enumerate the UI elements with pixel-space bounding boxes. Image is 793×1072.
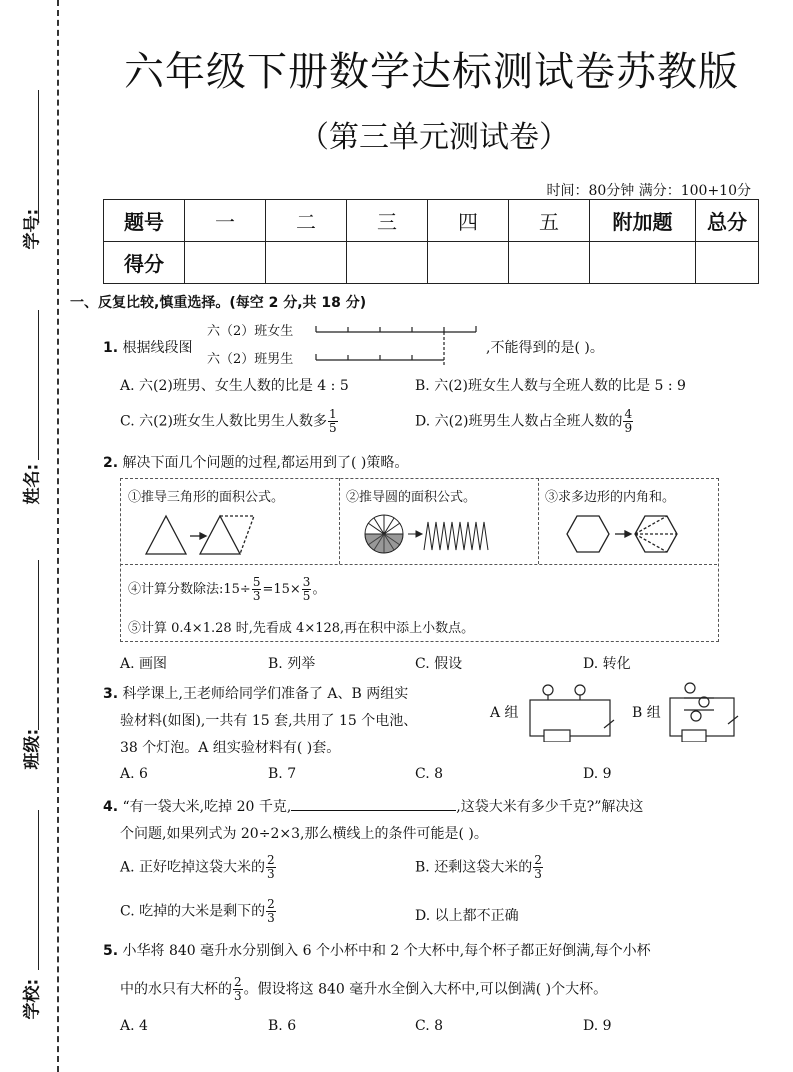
question-number: 2. [103, 455, 119, 471]
fraction: $\frac{4}{9}$ [624, 407, 633, 435]
group-a-label: A 组 [490, 705, 519, 721]
question-text: 解决下面几个问题的过程,都运用到了( )策略。 [122, 455, 409, 471]
group-b-label: B 组 [632, 705, 661, 721]
table-cell: 附加题 [590, 200, 696, 242]
question-text: ,这袋大米有多少千克?”解决这 [456, 799, 644, 815]
school-line [38, 810, 39, 970]
fraction: $\frac{5}{3}$ [252, 575, 261, 603]
answer-blank[interactable] [291, 798, 456, 811]
circle-figure [362, 512, 492, 556]
option-a[interactable]: A. 六(2)班男、女生人数的比是 4 : 5 [120, 378, 349, 394]
table-cell: 总分 [696, 200, 759, 242]
question-text: 个问题,如果列式为 20÷2×3,那么横线上的条件可能是( )。 [120, 826, 488, 842]
score-cell[interactable] [509, 242, 590, 284]
table-cell: 四 [428, 200, 509, 242]
divider [120, 564, 717, 565]
question-1-tail: ,不能得到的是( )。 [486, 340, 604, 356]
option-b[interactable]: B. 6 [268, 1018, 297, 1034]
option-d[interactable]: D. 9 [583, 766, 612, 782]
option-d[interactable]: D. 以上都不正确 [415, 908, 519, 924]
cut-line [57, 0, 59, 1072]
option-b[interactable]: B. 7 [268, 766, 297, 782]
item-3: ③求多边形的内角和。 [545, 490, 676, 505]
fraction: $\frac{2}{3}$ [534, 853, 542, 881]
table-cell: 三 [347, 200, 428, 242]
question-text: 小华将 840 毫升水分别倒入 6 个小杯中和 2 个大杯中,每个杯子都正好倒满,每个小杯 [122, 943, 651, 959]
question-3 [103, 683, 408, 703]
section-heading: 一、反复比较,慎重选择。(每空 2 分,共 18 分) [70, 295, 367, 311]
option-c[interactable]: C. 8 [415, 1018, 444, 1034]
item-1: ①推导三角形的面积公式。 [128, 490, 285, 505]
question-number: 5. [103, 943, 119, 959]
question-text: “有一袋大米,吃掉 20 千克, [122, 799, 292, 815]
option-a[interactable]: A. 正好吃掉这袋大米的 $\frac{2}{3}$ [120, 853, 275, 881]
name-line [38, 310, 39, 460]
option-b[interactable]: B. 列举 [268, 656, 316, 672]
question-text: 38 个灯泡。A 组实验材料有( )套。 [120, 740, 341, 756]
question-number: 1. [103, 340, 119, 356]
score-cell[interactable] [347, 242, 428, 284]
question-number: 3. [103, 686, 119, 702]
girls-label: 六（2）班女生 [207, 324, 294, 339]
name-label: 姓名: [22, 463, 43, 505]
divider [339, 478, 340, 564]
question-4 [103, 796, 643, 816]
triangle-figure [140, 508, 258, 558]
table-row [104, 200, 759, 242]
class-label: 班级: [22, 728, 43, 770]
class-line [38, 560, 39, 730]
option-c[interactable]: C. 假设 [415, 656, 463, 672]
question-2 [103, 452, 408, 472]
score-cell[interactable] [590, 242, 696, 284]
circuit-b [664, 676, 744, 742]
item-4: ④计算分数除法:15÷ $\frac{5}{3}$ =15× $\frac{3}{5}$ 。 [128, 575, 326, 603]
score-table [103, 199, 759, 284]
score-cell[interactable] [185, 242, 266, 284]
segment-diagram [312, 318, 484, 370]
fraction: $\frac{2}{3}$ [267, 853, 275, 881]
option-text: C. 六(2)班女生人数比男生人数多 [120, 413, 327, 430]
fraction: $\frac{1}{5}$ [328, 407, 337, 435]
question-text: 中的水只有大杯的 $\frac{2}{3}$ 。假设将这 840 毫升水全倒入大杯中,可以倒满( )个大杯。 [120, 975, 608, 1003]
option-c[interactable]: C. 吃掉的大米是剩下的 $\frac{2}{3}$ [120, 897, 275, 925]
option-c[interactable]: C. 8 [415, 766, 444, 782]
hexagon-figure [563, 512, 703, 556]
question-text: 验材料(如图),一共有 15 套,共用了 15 个电池、 [120, 713, 418, 729]
table-cell: 得分 [104, 242, 185, 284]
table-row [104, 242, 759, 284]
table-cell: 二 [266, 200, 347, 242]
table-cell: 五 [509, 200, 590, 242]
option-b[interactable]: B. 还剩这袋大米的 $\frac{2}{3}$ [415, 853, 542, 881]
page-title: 六年级下册数学达标测试卷苏教版 [124, 49, 739, 95]
fraction: $\frac{2}{3}$ [234, 975, 242, 1003]
question-text: 科学课上,王老师给同学们准备了 A、B 两组实 [122, 686, 409, 702]
option-a[interactable]: A. 4 [120, 1018, 148, 1034]
score-cell[interactable] [428, 242, 509, 284]
score-cell[interactable] [266, 242, 347, 284]
option-a[interactable]: A. 画图 [120, 656, 168, 672]
fraction: $\frac{2}{3}$ [267, 897, 275, 925]
score-cell[interactable] [696, 242, 759, 284]
option-d[interactable]: D. 转化 [583, 656, 631, 672]
table-cell: 一 [185, 200, 266, 242]
boys-label: 六（2）班男生 [207, 352, 294, 367]
question-number: 4. [103, 799, 119, 815]
item-5: ⑤计算 0.4×1.28 时,先看成 4×128,再在积中添上小数点。 [128, 621, 475, 636]
school-label: 学校: [22, 978, 43, 1020]
page-subtitle: （第三单元测试卷） [299, 120, 569, 155]
option-a[interactable]: A. 6 [120, 766, 148, 782]
divider [538, 478, 539, 564]
circuit-a [524, 676, 620, 742]
option-d[interactable] [415, 408, 634, 435]
option-text: D. 六(2)班男生人数占全班人数的 [415, 413, 623, 430]
question-5 [103, 940, 651, 960]
option-d[interactable]: D. 9 [583, 1018, 612, 1034]
table-cell: 题号 [104, 200, 185, 242]
student-id-label: 学号: [22, 208, 43, 250]
option-c[interactable] [120, 408, 339, 435]
option-b[interactable]: B. 六(2)班女生人数与全班人数的比是 5 : 9 [415, 378, 686, 394]
fraction: $\frac{3}{5}$ [302, 575, 311, 603]
item-2: ②推导圆的面积公式。 [346, 490, 477, 505]
question-text: 根据线段图 [122, 340, 193, 356]
question-1 [103, 337, 193, 357]
time-info: 时间：80分钟 满分：100+10分 [546, 183, 751, 199]
